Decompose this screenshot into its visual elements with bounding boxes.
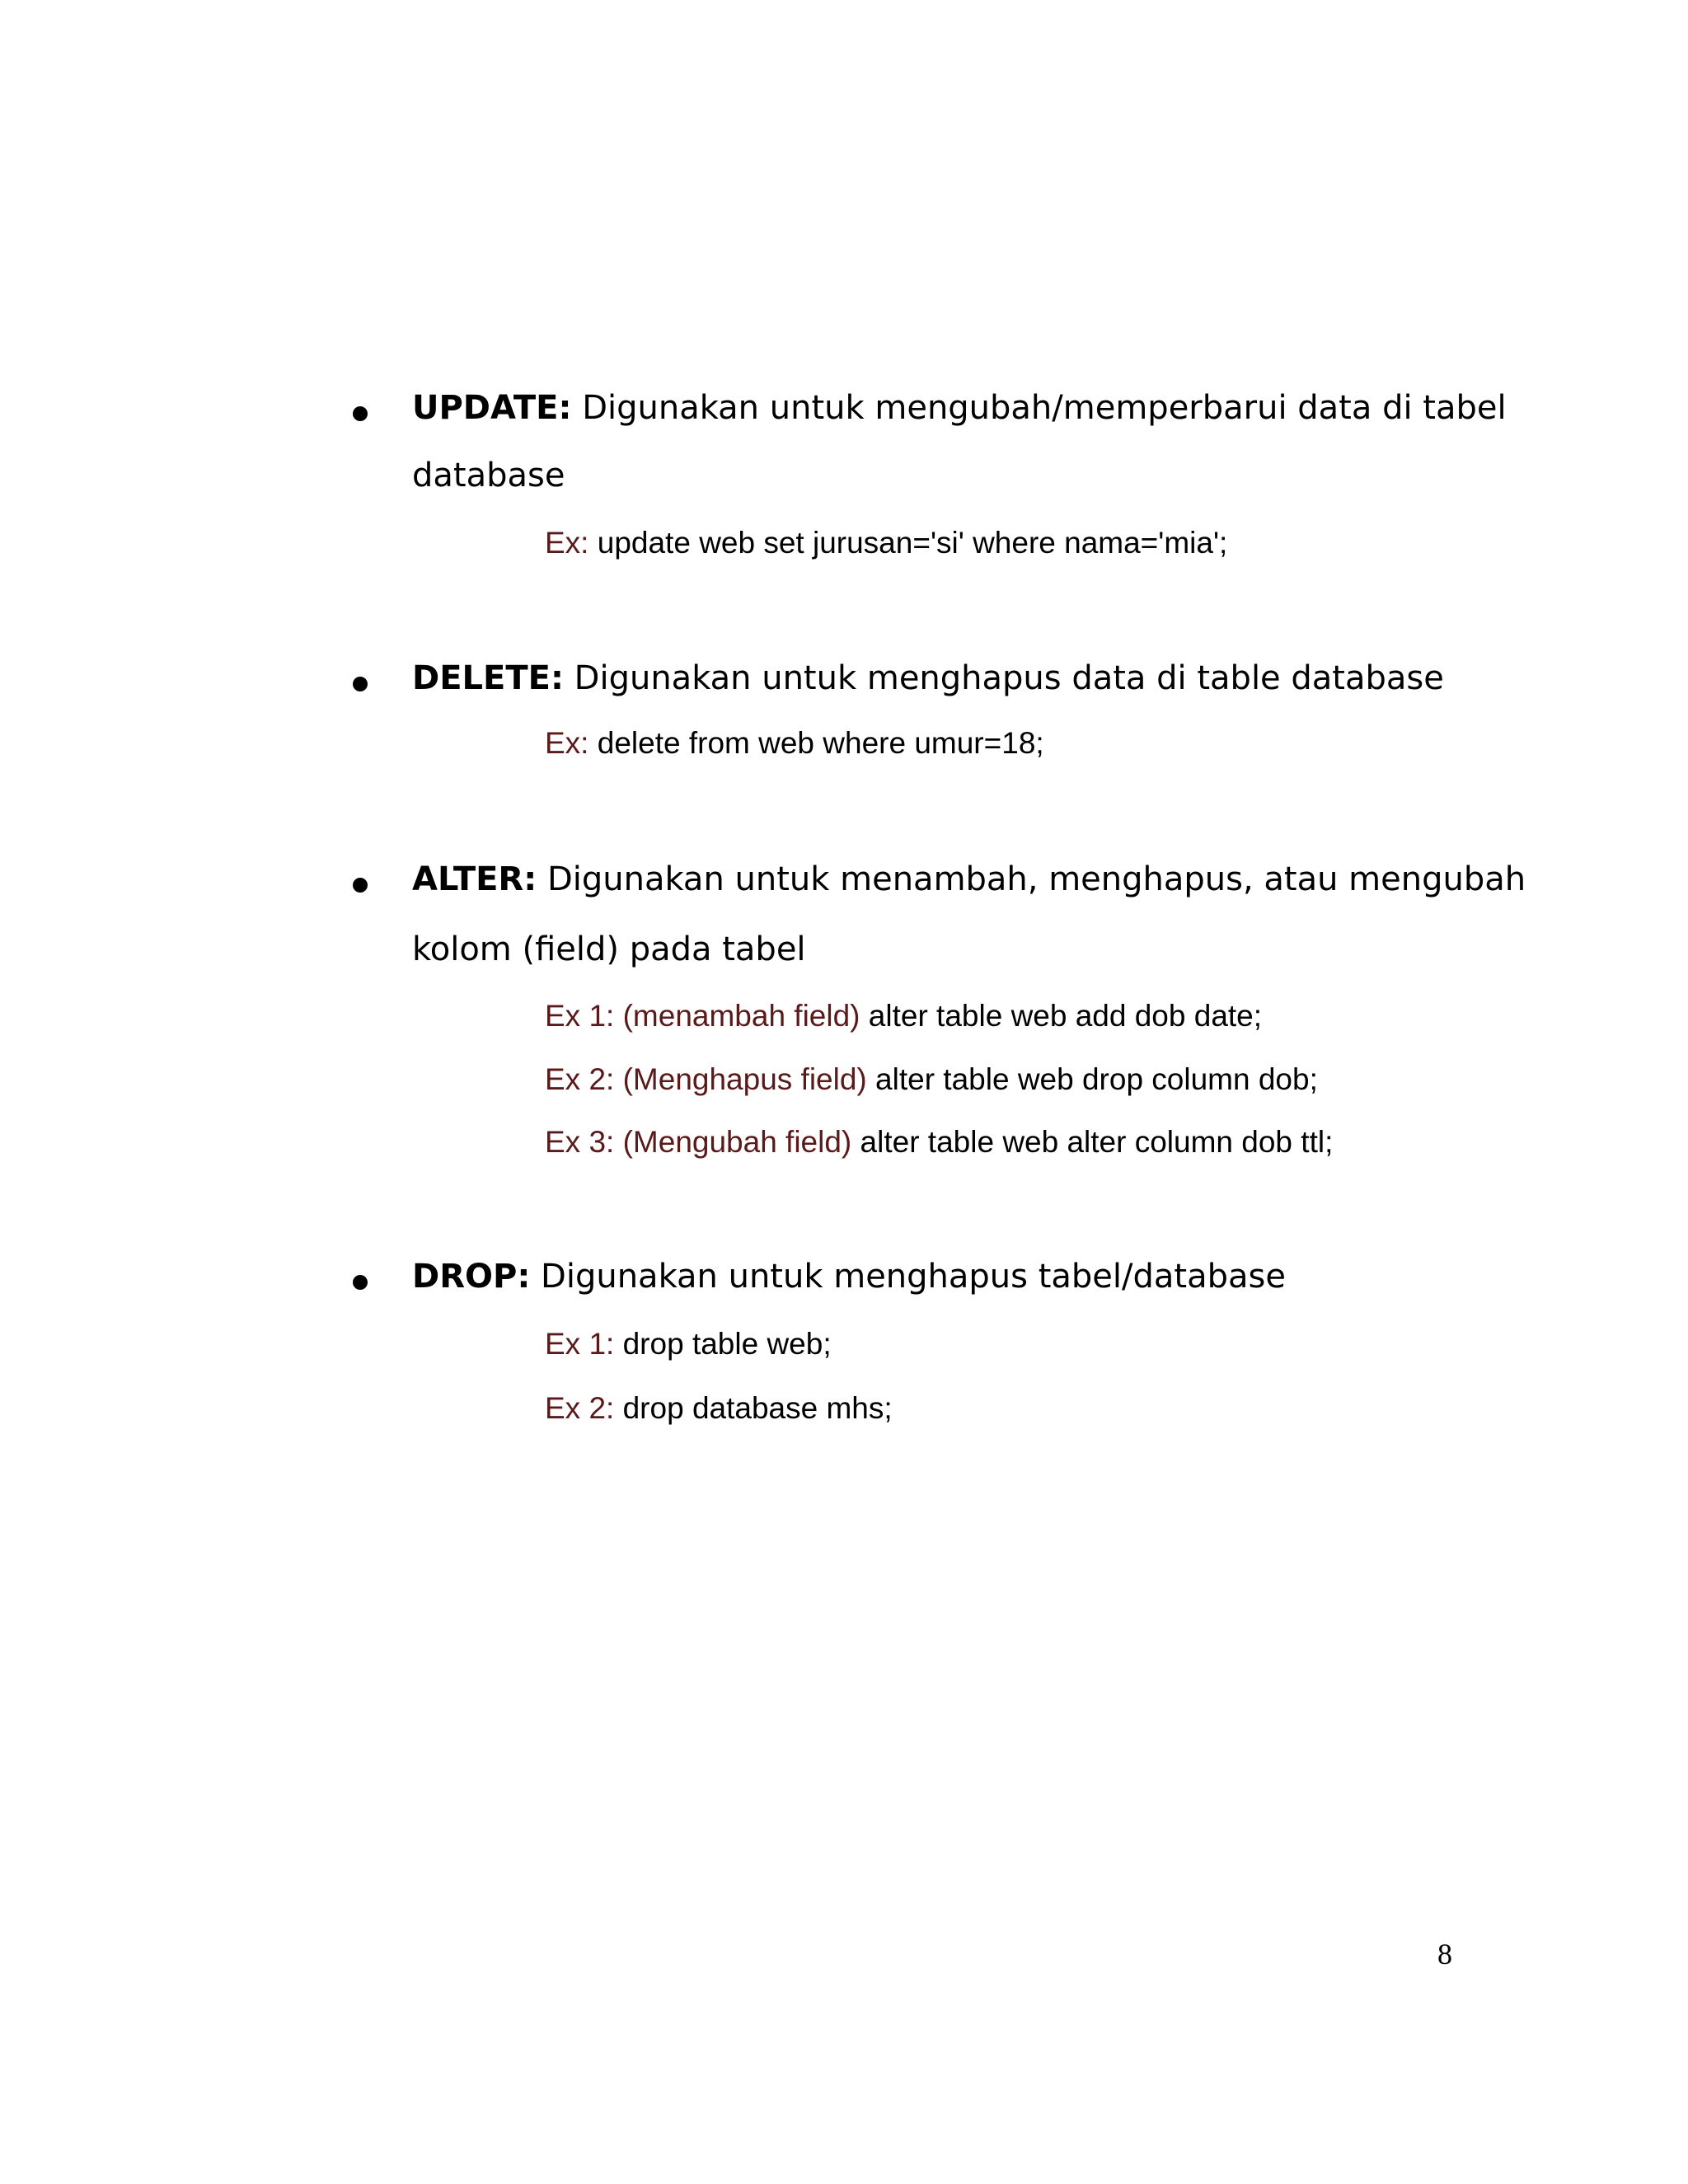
example-code: drop database mhs;	[622, 1391, 893, 1425]
bullet-icon	[353, 677, 368, 691]
example-label: Ex:	[545, 726, 589, 760]
example-label: Ex 2: (Menghapus field)	[545, 1062, 867, 1096]
example-label: Ex 3: (Mengubah field)	[545, 1125, 852, 1159]
section-heading-line	[412, 859, 1526, 900]
term-drop: DROP:	[412, 1258, 531, 1296]
description: Digunakan untuk menghapus tabel/database	[541, 1258, 1286, 1296]
example-1	[545, 1324, 832, 1364]
description-continued: kolom (field) pada tabel	[412, 930, 806, 968]
term-delete: DELETE:	[412, 659, 564, 697]
description: Digunakan untuk mengubah/memperbarui data di tabel	[582, 389, 1507, 427]
example-1	[545, 996, 1262, 1036]
description: Digunakan untuk menghapus data di table database	[574, 659, 1444, 697]
example-code: alter table web alter column dob ttl;	[860, 1125, 1334, 1159]
example-label: Ex 1: (menambah field)	[545, 999, 860, 1033]
example-1	[545, 523, 1227, 563]
section-heading-line	[412, 658, 1444, 699]
example-code: drop table web;	[622, 1327, 832, 1361]
example-code: alter table web drop column dob;	[875, 1062, 1318, 1096]
example-code: update web set jurusan='si' where nama='mia';	[597, 526, 1228, 560]
section-heading-line	[412, 387, 1507, 429]
page-number: 8	[1437, 1938, 1452, 1971]
example-label: Ex 2:	[545, 1391, 615, 1425]
description: Digunakan untuk menambah, menghapus, atau mengubah	[546, 860, 1526, 898]
section-heading-line	[412, 1256, 1286, 1297]
example-code: alter table web add dob date;	[868, 999, 1263, 1033]
example-2	[545, 1060, 1318, 1099]
bullet-icon	[353, 1275, 368, 1290]
example-1	[545, 724, 1044, 763]
term-alter: ALTER:	[412, 860, 537, 898]
term-update: UPDATE:	[412, 389, 572, 427]
example-2	[545, 1389, 893, 1428]
bullet-icon	[353, 406, 368, 421]
example-label: Ex:	[545, 526, 589, 560]
bullet-icon	[353, 878, 368, 893]
example-label: Ex 1:	[545, 1327, 615, 1361]
description-continued: database	[412, 457, 565, 494]
example-3	[545, 1122, 1333, 1162]
example-code: delete from web where umur=18;	[597, 726, 1044, 760]
